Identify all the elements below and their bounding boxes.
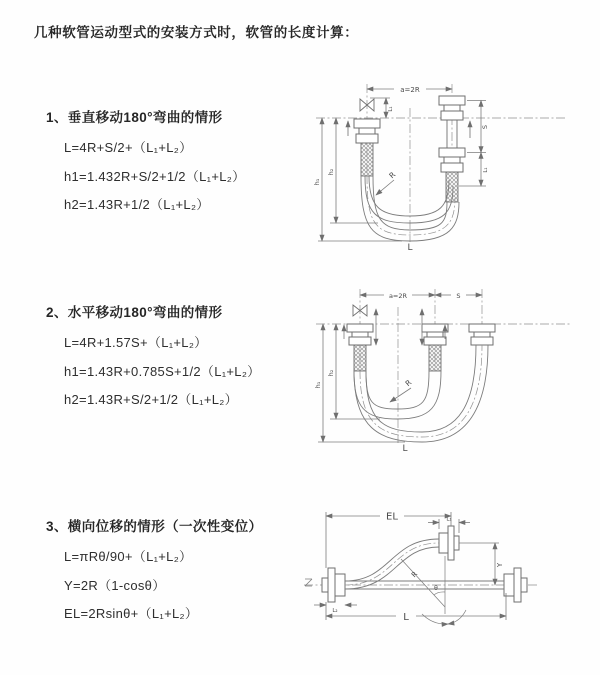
s-curve-hose [345, 539, 439, 589]
right-fitting-upper [439, 96, 465, 120]
dim-a2r-label: a=2R [400, 85, 420, 94]
formula-line: h2=1.43R+1/2（L₁+L₂） [64, 197, 210, 212]
section-horizontal-movement [46, 301, 260, 415]
hose-curves [354, 345, 488, 442]
section-vertical-movement [46, 106, 245, 220]
section-1-formulas [64, 134, 245, 220]
radius-label: R [387, 170, 398, 181]
section-3-heading: 3、横向位移的情形（一次性变位） [46, 519, 263, 534]
length-label: L [407, 243, 413, 253]
hose-centerline-arc [367, 176, 455, 235]
dim-l1-left-label: L₁ [388, 106, 394, 112]
dim-h1-label: h₁ [314, 381, 322, 389]
section-2-heading: 2、水平移动180°弯曲的情形 [46, 305, 223, 320]
horizontal-u-bend-drawing [310, 281, 592, 455]
section-2-formulas [64, 329, 260, 415]
dim-l2-label: L₂ [332, 608, 338, 614]
left-fitting [354, 119, 380, 143]
dim-l1-right-label: L₁ [483, 167, 489, 173]
dim-el-label: EL [386, 511, 398, 523]
middle-braided-hose [429, 345, 441, 371]
formula-line: h1=1.43R+0.785S+1/2（L₁+L₂） [64, 363, 261, 379]
left-flange [322, 568, 345, 602]
length-label: L [402, 444, 408, 454]
dim-s-label: S [481, 124, 489, 130]
formula-line: L=πRθ/90+（L₁+L₂） [64, 549, 193, 564]
dim-l1-label: L₁ [446, 516, 452, 523]
diagram-horizontal-u-bend [310, 281, 592, 455]
left-fitting [347, 324, 373, 345]
hose-centerline-arc [360, 345, 482, 437]
formula-line: Y=2R（1-cosθ） [64, 577, 166, 593]
formula-line: L=4R+1.57S+（L₁+L₂） [64, 335, 208, 350]
radius-label: R [403, 377, 414, 389]
right-fitting [469, 324, 495, 345]
page-title: 几种软管运动型式的安装方式时，软管的长度计算： [34, 25, 359, 40]
formula-line: L=4R+S/2+（L₁+L₂） [64, 140, 193, 155]
dim-s-label: S [456, 291, 461, 300]
right-flange [504, 568, 527, 602]
formula-line: h1=1.432R+S/2+1/2（L₁+L₂） [64, 168, 246, 184]
dim-a2r-label: a=2R [388, 291, 408, 300]
radius-label: R [409, 570, 420, 580]
lateral-displacement-drawing [298, 498, 600, 645]
dim-h2-label: h₂ [327, 168, 335, 176]
formula-line: EL=2Rsinθ+（L₁+L₂） [64, 606, 199, 621]
diagram-lateral-displacement [298, 498, 600, 645]
diagram-vertical-u-bend [310, 76, 592, 258]
dim-h1-label: h₁ [313, 178, 321, 186]
dim-h2-label: h₂ [327, 369, 335, 377]
formula-line: h2=1.43R+S/2+1/2（L₁+L₂） [64, 392, 238, 407]
vertical-u-bend-drawing [310, 76, 592, 258]
upper-flange [439, 526, 459, 560]
dim-l-label: L [403, 612, 409, 623]
radius-leader [376, 180, 394, 195]
dim-y-label: Y [496, 562, 504, 568]
section-3-formulas [64, 543, 262, 629]
dim-l [326, 593, 506, 620]
dim-y [459, 543, 499, 585]
radius-leader [390, 388, 411, 402]
angle-theta-label: θ [434, 585, 438, 592]
section-lateral-displacement [46, 515, 262, 629]
right-fitting-lower [439, 148, 465, 172]
s-curve-centerline [345, 543, 439, 585]
left-braided-hose [354, 345, 366, 371]
left-braided-hose [361, 143, 373, 176]
middle-fitting [422, 324, 448, 345]
section-1-heading: 1、垂直移动180°弯曲的情形 [46, 110, 223, 125]
